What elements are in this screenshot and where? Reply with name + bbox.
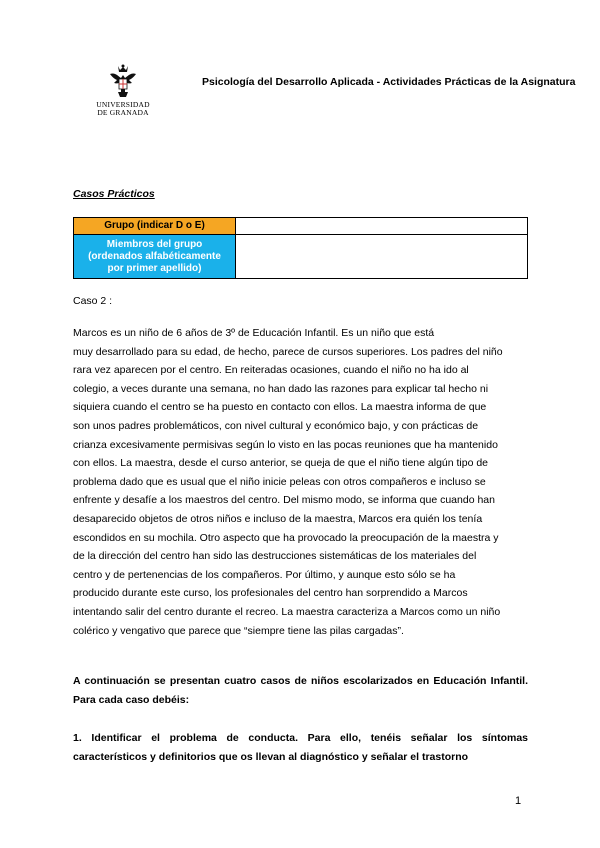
case-text-line: siquiera cuando el centro se ha puesto en contacto con ellos. La maestra informa de que <box>73 401 487 414</box>
case-text-line: problema dado que es usual que el niño inicie peleas con otros compañeros e incluso se <box>73 475 486 488</box>
case-text-line: muy desarrollado para su edad, de hecho, parece de cursos superiores. Los padres del niño <box>73 345 503 358</box>
members-label-cell: Miembros del grupo (ordenados alfabéticamente por primer apellido) <box>74 235 236 279</box>
members-row <box>74 235 528 279</box>
group-info-table <box>73 217 528 279</box>
page-number: 1 <box>515 795 522 807</box>
case-text-line: colérico y vengativo que parece que “siempre tiene las pilas cargadas”. <box>73 624 404 637</box>
case-description <box>73 324 528 640</box>
cases-intro-paragraph: A continuación se presentan cuatro casos de niños escolarizados en Educación Infantil. Para cada caso debéis: <box>73 675 528 706</box>
section-title: Casos Prácticos <box>73 188 155 200</box>
document-header-title: Psicología del Desarrollo Aplicada - Actividades Prácticas de la Asignatura <box>202 76 576 88</box>
case-label: Caso 2 : <box>73 295 113 307</box>
case-text-line: colegio, a veces durante una semana, no han dado las razones para explicar tal hecho ni <box>73 382 489 395</box>
case-text-line: crianza excesivamente permisivas según lo visto en las pocas reuniones que ha mantenido <box>73 438 498 451</box>
case-text-line: son unos padres problemáticos, con nivel cultural y económico bajo, y con prácticas de <box>73 419 479 432</box>
instruction-item-1: 1. Identificar el problema de conducta. Para ello, tenéis señalar los síntomas característicos y definitorios que os llevan al diagnóstico y señalar el trastorno <box>73 732 528 763</box>
group-value-cell[interactable] <box>236 218 528 235</box>
university-crest-icon <box>106 64 140 100</box>
university-logo <box>88 64 158 124</box>
case-text-line: desaparecido objetos de otros niños e incluso de la maestra, Marcos era quién los tenía <box>73 512 483 525</box>
case-text-line: rara vez aparecen por el centro. En reiteradas ocasiones, cuando el niño no ha ido al <box>73 364 469 377</box>
case-text-line: con ellos. La maestra, desde el curso anterior, se queja de que el niño tiene algún tipo de <box>73 457 489 470</box>
case-text-line: de la dirección del centro han sido las destrucciones sistemáticas de los materiales del <box>73 550 477 563</box>
group-label-cell: Grupo (indicar D o E) <box>74 218 236 235</box>
group-row <box>74 218 528 235</box>
members-value-cell[interactable] <box>236 235 528 279</box>
case-text-line: intentando salir del centro durante el recreo. La maestra caracteriza a Marcos como un niño <box>73 605 501 618</box>
case-text-line: Marcos es un niño de 6 años de 3º de Educación Infantil. Es un niño que está <box>73 327 435 339</box>
case-text-line: centro y de pertenencias de los compañeros. Por último, y aunque esto sólo se ha <box>73 568 456 581</box>
university-name: UNIVERSIDAD DE GRANADA <box>96 100 150 117</box>
case-text-line: enfrente y desafíe a los maestros del centro. Del mismo modo, se informa que cuando han <box>73 494 495 507</box>
case-text-line: producido durante este curso, los profesionales del centro han sorprendido a Marcos <box>73 587 468 600</box>
case-text-line: escondidos en su mochila. Otro aspecto que ha provocado la preocupación de la maestra y <box>73 531 499 544</box>
